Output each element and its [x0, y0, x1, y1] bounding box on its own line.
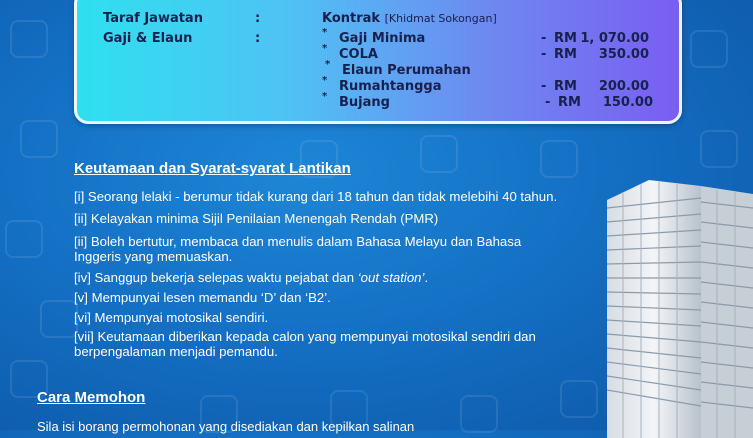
taraf-jawatan-label: Taraf Jawatan — [103, 11, 203, 26]
cara-memohon-title: Cara Memohon — [37, 389, 146, 406]
requirement-text: [iv] Sanggup bekerja selepas waktu pejabat dan — [74, 270, 358, 285]
salary-panel — [74, 0, 682, 124]
item-name: Bujang — [339, 95, 390, 110]
item-dash: - — [545, 95, 551, 110]
item-currency: RM — [554, 79, 577, 94]
bullet: * — [325, 59, 331, 70]
bullet: * — [322, 27, 328, 38]
item-dash: - — [541, 79, 547, 94]
requirements-title: Keutamaan dan Syarat-syarat Lantikan — [74, 160, 351, 177]
item-name: Elaun Perumahan — [342, 63, 471, 78]
cara-partial-text-clip — [37, 419, 457, 434]
item-name: Gaji Minima — [339, 31, 426, 46]
taraf-jawatan-value — [322, 11, 497, 26]
item-currency: RM — [554, 47, 577, 62]
item-name: COLA — [339, 47, 378, 62]
item-currency: RM — [558, 95, 581, 110]
bullet: * — [322, 43, 328, 54]
requirement-item: [vii] Keutamaan diberikan kepada calon yang mempunyai motosikal sendiri dan — [74, 329, 536, 344]
cara-partial-text: Sila isi borang permohonan yang disediakan dan kepilkan salinan — [37, 419, 415, 434]
item-amount: 200.00 — [598, 79, 649, 94]
item-currency: RM — [554, 31, 577, 46]
office-building-image — [593, 178, 753, 438]
requirement-item: [i] Seorang lelaki - berumur tidak kurang dari 18 tahun dan tidak melebihi 40 tahun. — [74, 189, 558, 204]
item-amount: 150.00 — [602, 95, 653, 110]
bullet: * — [322, 91, 328, 102]
item-dash: - — [541, 31, 547, 46]
requirement-end: . — [424, 270, 429, 285]
requirement-item: berpengalaman menjadi pemandu. — [74, 344, 278, 359]
item-dash: - — [541, 47, 547, 62]
requirement-italic: ‘out station’ — [357, 270, 425, 285]
gaji-colon: : — [255, 31, 261, 46]
taraf-colon: : — [255, 11, 261, 26]
item-amount: 1, 070.00 — [580, 31, 649, 46]
taraf-value-note: [Khidmat Sokongan] — [384, 12, 497, 25]
item-amount: 350.00 — [598, 47, 649, 62]
taraf-value-text: Kontrak — [322, 11, 381, 26]
requirement-item: Inggeris yang memuaskan. — [74, 249, 233, 264]
requirement-item: [vi] Mempunyai motosikal sendiri. — [74, 310, 269, 325]
requirement-item — [74, 270, 428, 285]
item-name: Rumahtangga — [339, 79, 442, 94]
requirement-item: [v] Mempunyai lesen memandu ‘D’ dan ‘B2’. — [74, 290, 331, 305]
bullet: * — [322, 75, 328, 86]
gaji-elaun-label: Gaji & Elaun — [103, 31, 193, 46]
requirement-item: [ii] Boleh bertutur, membaca dan menulis dalam Bahasa Melayu dan Bahasa — [74, 234, 522, 249]
requirement-item: [ii] Kelayakan minima Sijil Penilaian Menengah Rendah (PMR) — [74, 211, 439, 226]
